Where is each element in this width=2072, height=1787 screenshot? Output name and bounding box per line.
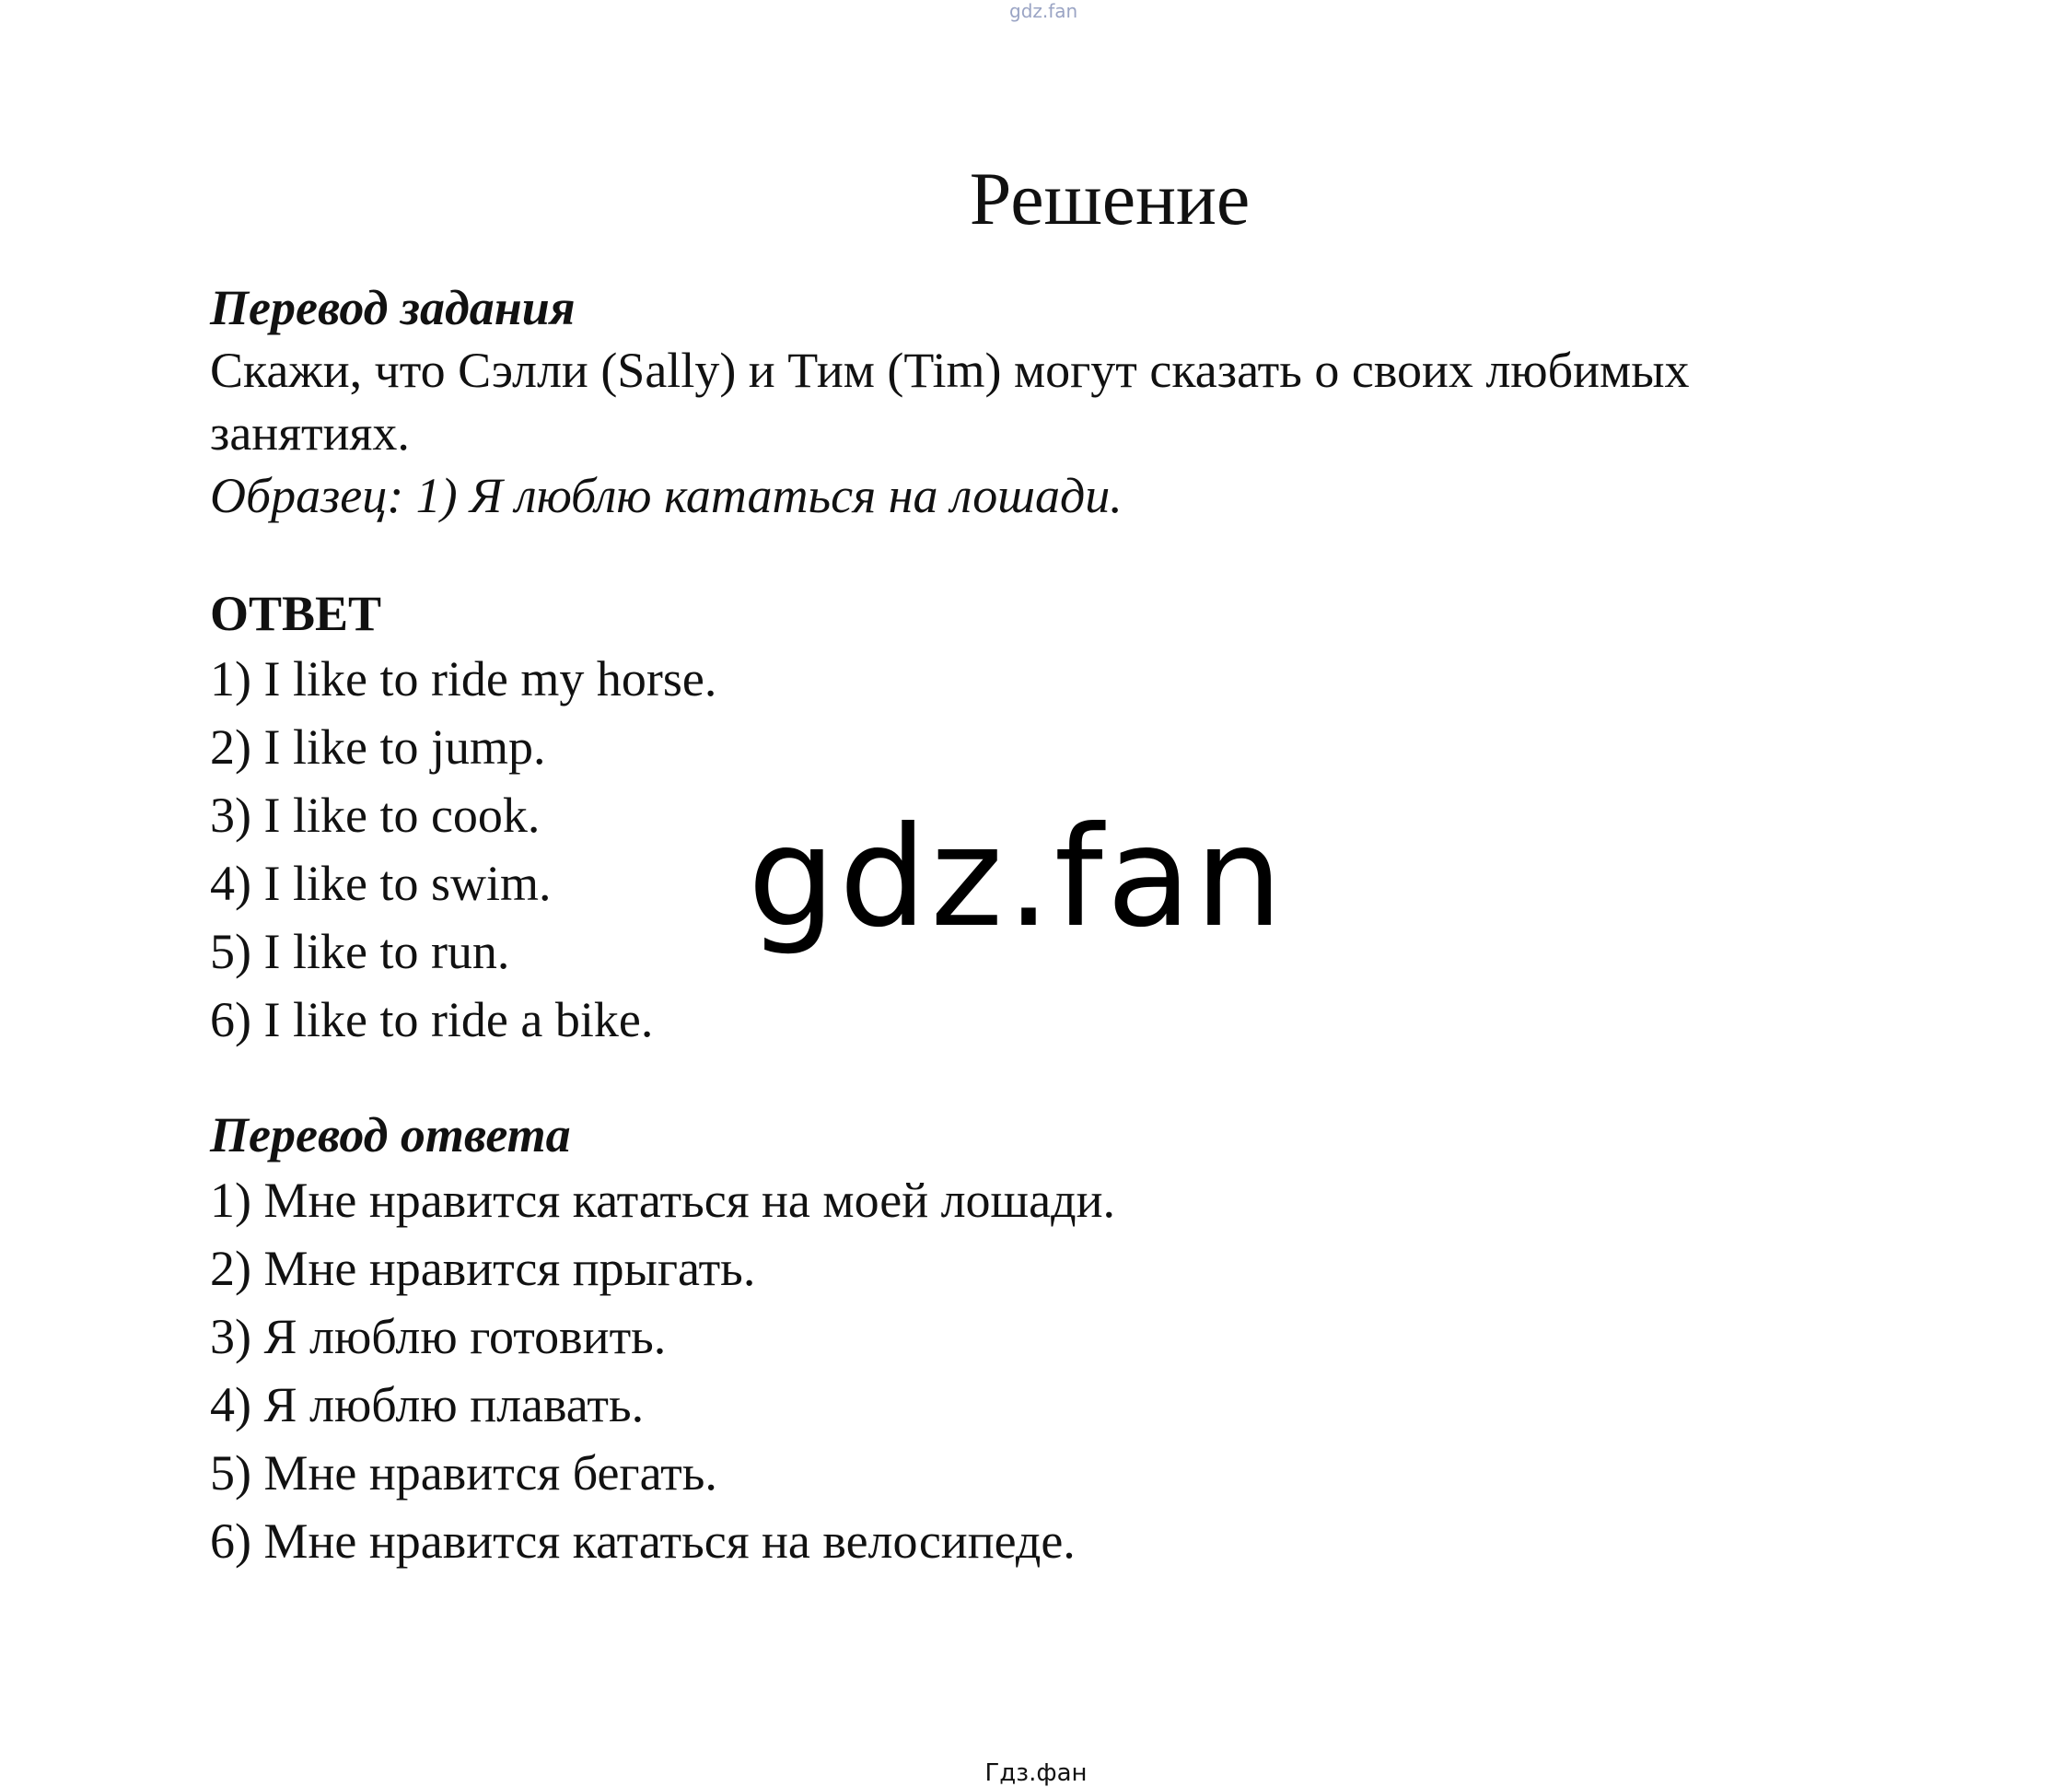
translation-item: 5) Мне нравится бегать.	[210, 1445, 717, 1501]
answer-item: 4) I like to swim.	[210, 856, 552, 911]
answer-translation-heading: Перевод ответа	[210, 1107, 571, 1162]
footer-watermark: Гдз.фан	[984, 1759, 1088, 1787]
answer-item: 3) I like to cook.	[210, 788, 541, 843]
task-translation-text: Скажи, что Сэлли (Sally) и Тим (Tim) могут сказать о своих любимых занятиях.	[210, 343, 1690, 461]
spacer	[210, 527, 1868, 582]
center-watermark: gdz.fan	[748, 798, 1286, 958]
answer-item: 1) I like to ride my horse.	[210, 651, 717, 707]
answer-translation-list	[210, 1166, 1868, 1575]
spacer	[210, 1054, 1868, 1104]
answer-item: 5) I like to run.	[210, 924, 510, 979]
answer-item: 6) I like to ride a bike.	[210, 992, 654, 1047]
translation-item: 1) Мне нравится кататься на моей лошади.	[210, 1173, 1115, 1228]
task-sample: Образец: 1) Я люблю кататься на лошади.	[210, 468, 1123, 523]
answer-heading: ОТВЕТ	[210, 586, 382, 641]
translation-item: 3) Я люблю готовить.	[210, 1309, 667, 1364]
page-title: Решение	[969, 157, 1251, 240]
task-translation-heading: Перевод задания	[210, 280, 576, 335]
translation-item: 6) Мне нравится кататься на велосипеде.	[210, 1513, 1076, 1569]
answer-item: 2) I like to jump.	[210, 719, 546, 775]
top-watermark: gdz.fan	[1009, 0, 1078, 22]
translation-item: 2) Мне нравится прыгать.	[210, 1241, 756, 1296]
translation-item: 4) Я люблю плавать.	[210, 1377, 645, 1432]
